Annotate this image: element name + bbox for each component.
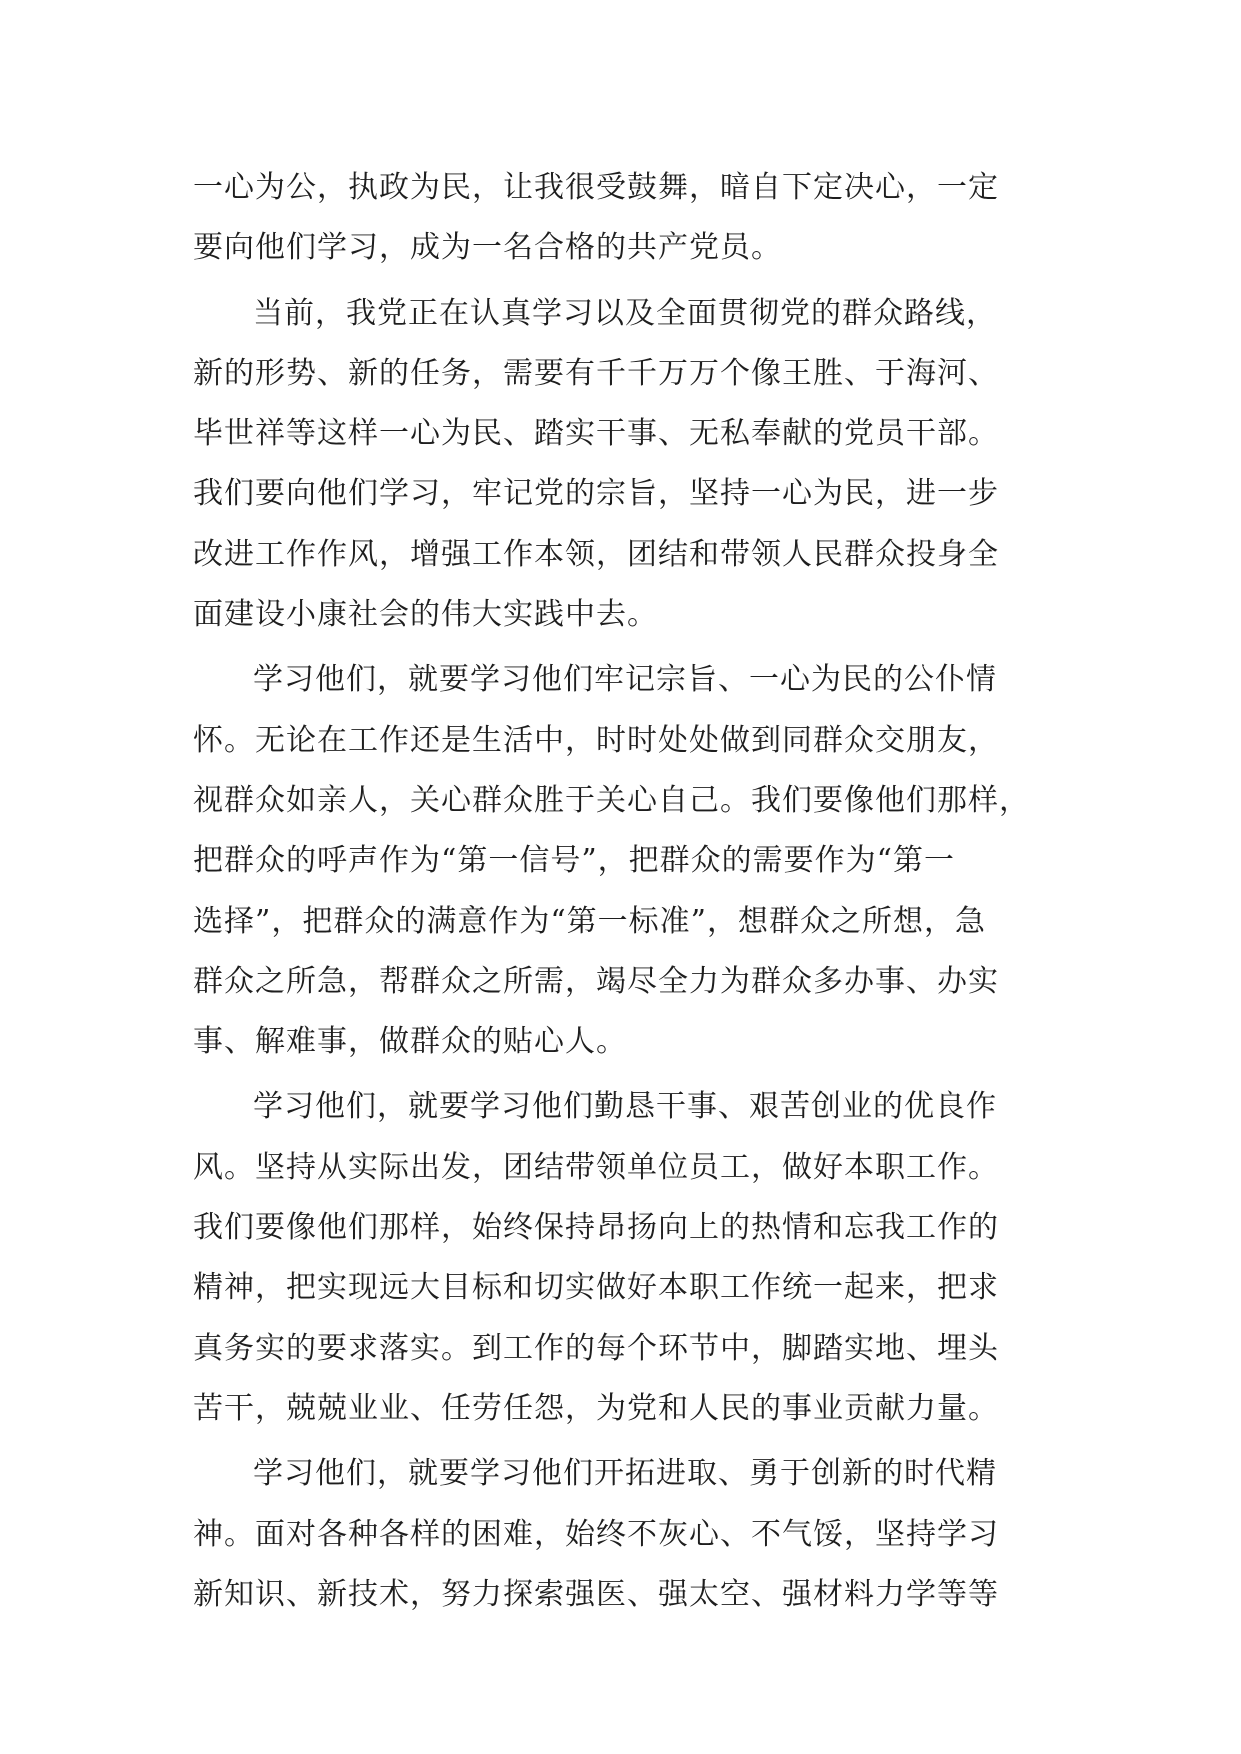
text-line: 群众之所急，帮群众之所需，竭尽全力为群众多办事、办实 [193, 963, 999, 999]
text-line: 怀。无论在工作还是生活中，时时处处做到同群众交朋友， [193, 722, 999, 758]
text-line: 风。坚持从实际出发，团结带领单位员工，做好本职工作。 [193, 1149, 999, 1185]
text-line: 选择”，把群众的满意作为“第一标准”，想群众之所想，急 [193, 903, 987, 939]
text-line: 毕世祥等这样一心为民、踏实干事、无私奉献的党员干部。 [193, 416, 999, 452]
text-line: 改进工作作风，增强工作本领，团结和带领人民群众投身全 [193, 536, 999, 572]
text-line: 事、解难事，做群众的贴心人。 [193, 1024, 627, 1060]
text-line: 神。面对各种各样的困难，始终不灰心、不气馁，坚持学习 [193, 1516, 999, 1552]
text-line: 当前，我党正在认真学习以及全面贯彻党的群众路线， [253, 295, 997, 331]
text-line: 学习他们，就要学习他们勤恳干事、艰苦创业的优良作 [253, 1089, 997, 1125]
paragraph-4 [193, 1077, 1073, 1439]
document-body [193, 158, 1073, 1625]
text-line: 学习他们，就要学习他们牢记宗旨、一心为民的公仆情 [253, 662, 997, 698]
text-line: 我们要向他们学习，牢记党的宗旨，坚持一心为民，进一步 [193, 476, 999, 512]
text-line: 把群众的呼声作为“第一信号”，把群众的需要作为“第一 [193, 843, 956, 879]
paragraph-5 [193, 1444, 1073, 1625]
text-line: 新的形势、新的任务，需要有千千万万个像王胜、于海河、 [193, 355, 999, 391]
text-line: 学习他们，就要学习他们开拓进取、勇于创新的时代精 [253, 1456, 997, 1492]
text-line: 要向他们学习，成为一名合格的共产党员。 [193, 230, 782, 266]
text-line: 真务实的要求落实。到工作的每个环节中，脚踏实地、埋头 [193, 1330, 999, 1366]
text-line: 新知识、新技术，努力探索强医、强太空、强材料力学等等 [193, 1576, 999, 1612]
text-line: 我们要像他们那样，始终保持昂扬向上的热情和忘我工作的 [193, 1210, 999, 1246]
text-line: 视群众如亲人，关心群众胜于关心自己。我们要像他们那样， [193, 782, 1030, 818]
paragraph-3 [193, 650, 1073, 1072]
text-line: 精神，把实现远大目标和切实做好本职工作统一起来，把求 [193, 1270, 999, 1306]
paragraph-1 [193, 158, 1073, 279]
text-line: 苦干，兢兢业业、任劳任怨，为党和人民的事业贡献力量。 [193, 1390, 999, 1426]
paragraph-2 [193, 284, 1073, 646]
text-line: 面建设小康社会的伟大实践中去。 [193, 597, 658, 633]
text-line: 一心为公，执政为民，让我很受鼓舞，暗自下定决心，一定 [193, 170, 999, 205]
